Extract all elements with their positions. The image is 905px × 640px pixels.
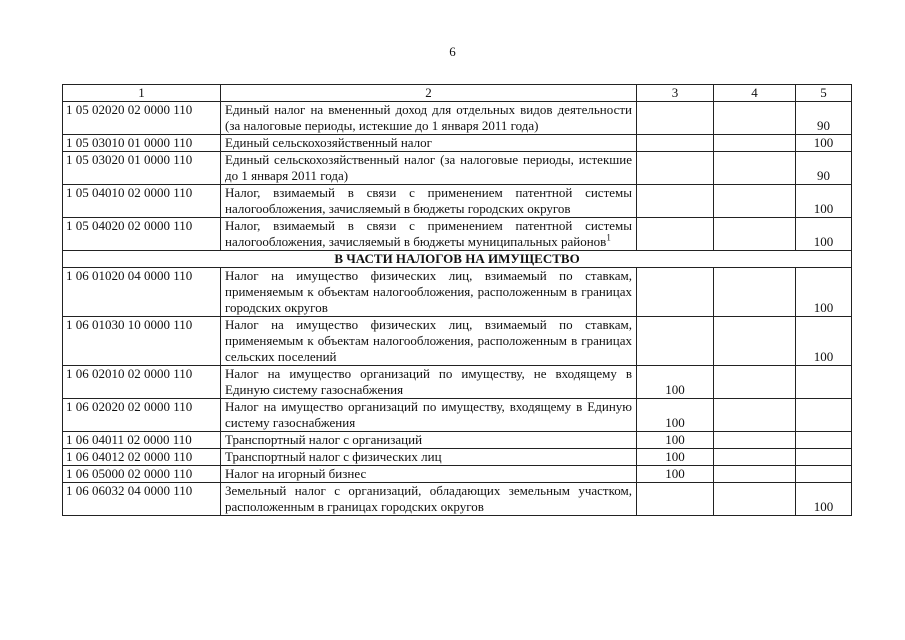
budget-code-cell: 1 06 01020 04 0000 110 — [63, 268, 221, 317]
table-header-row — [63, 85, 852, 102]
table-row — [63, 449, 852, 466]
share-col3-cell — [637, 185, 714, 218]
revenue-name-text: Налог на имущество физических лиц, взимаемый по ставкам, применяемым к объектам налогообложения, расположенным в границах сельских поселений — [225, 317, 632, 364]
share-col3-cell — [637, 317, 714, 366]
revenue-name-cell — [221, 185, 637, 218]
revenue-name-cell — [221, 102, 637, 135]
section-heading-row — [63, 251, 852, 268]
budget-code-cell: 1 05 03020 01 0000 110 — [63, 152, 221, 185]
header-cell: 3 — [637, 85, 714, 102]
table-row — [63, 317, 852, 366]
share-col5-cell: 100 — [796, 483, 852, 516]
share-col4-cell — [714, 102, 796, 135]
revenue-name-text: Налог на игорный бизнес — [225, 466, 367, 481]
share-col3-cell — [637, 218, 714, 251]
share-col5-cell: 100 — [796, 185, 852, 218]
revenue-name-cell — [221, 135, 637, 152]
share-col3-cell: 100 — [637, 432, 714, 449]
share-col5-cell — [796, 432, 852, 449]
share-col4-cell — [714, 466, 796, 483]
revenue-table — [62, 84, 852, 516]
share-col4-cell — [714, 317, 796, 366]
share-col5-cell: 100 — [796, 135, 852, 152]
budget-code-cell: 1 06 04012 02 0000 110 — [63, 449, 221, 466]
revenue-name-text: Земельный налог с организаций, обладающих земельным участком, расположенным в границах городских округов — [225, 483, 632, 514]
table-row — [63, 185, 852, 218]
table-row — [63, 152, 852, 185]
revenue-name-text: Налог на имущество организаций по имуществу, не входящему в Единую систему газоснабжения — [225, 366, 632, 397]
share-col4-cell — [714, 135, 796, 152]
revenue-name-text: Налог, взимаемый в связи с применением патентной системы налогообложения, зачисляемый в бюджеты городских округов — [225, 185, 632, 216]
share-col3-cell — [637, 102, 714, 135]
budget-code-cell: 1 06 05000 02 0000 110 — [63, 466, 221, 483]
revenue-name-cell — [221, 152, 637, 185]
share-col5-cell — [796, 399, 852, 432]
share-col3-cell: 100 — [637, 366, 714, 399]
share-col5-cell — [796, 449, 852, 466]
revenue-name-cell — [221, 449, 637, 466]
budget-code-cell: 1 05 04010 02 0000 110 — [63, 185, 221, 218]
share-col4-cell — [714, 399, 796, 432]
share-col3-cell: 100 — [637, 466, 714, 483]
revenue-name-cell — [221, 366, 637, 399]
table-row — [63, 432, 852, 449]
budget-code-cell: 1 06 02020 02 0000 110 — [63, 399, 221, 432]
footnote-marker: 1 — [606, 232, 611, 243]
table-row — [63, 135, 852, 152]
share-col5-cell: 90 — [796, 152, 852, 185]
revenue-name-text: Налог на имущество физических лиц, взимаемый по ставкам, применяемым к объектам налогообложения, расположенным в границах городских округов — [225, 268, 632, 315]
revenue-name-cell — [221, 218, 637, 251]
share-col5-cell: 100 — [796, 317, 852, 366]
section-heading: В ЧАСТИ НАЛОГОВ НА ИМУЩЕСТВО — [63, 251, 852, 268]
budget-code-cell: 1 06 04011 02 0000 110 — [63, 432, 221, 449]
revenue-name-text: Налог на имущество организаций по имуществу, входящему в Единую систему газоснабжения — [225, 399, 632, 430]
revenue-name-text: Единый налог на вмененный доход для отдельных видов деятельности (за налоговые периоды, истекшие до 1 января 2011 года) — [225, 102, 632, 133]
budget-code-cell: 1 05 03010 01 0000 110 — [63, 135, 221, 152]
budget-code-cell: 1 05 02020 02 0000 110 — [63, 102, 221, 135]
share-col3-cell: 100 — [637, 449, 714, 466]
revenue-name-text: Транспортный налог с физических лиц — [225, 449, 442, 464]
revenue-name-text: Единый сельскохозяйственный налог (за налоговые периоды, истекшие до 1 января 2011 года) — [225, 152, 632, 183]
revenue-name-cell — [221, 399, 637, 432]
share-col4-cell — [714, 449, 796, 466]
page-number: 6 — [449, 44, 456, 59]
share-col5-cell — [796, 366, 852, 399]
revenue-name-cell — [221, 432, 637, 449]
share-col5-cell: 100 — [796, 218, 852, 251]
share-col4-cell — [714, 366, 796, 399]
share-col5-cell: 100 — [796, 268, 852, 317]
share-col3-cell — [637, 268, 714, 317]
revenue-name-cell — [221, 466, 637, 483]
share-col4-cell — [714, 152, 796, 185]
revenue-name-cell — [221, 268, 637, 317]
table-row — [63, 399, 852, 432]
share-col4-cell — [714, 185, 796, 218]
share-col5-cell: 90 — [796, 102, 852, 135]
revenue-table-body — [63, 85, 852, 516]
table-row — [63, 102, 852, 135]
budget-code-cell: 1 06 01030 10 0000 110 — [63, 317, 221, 366]
share-col4-cell — [714, 483, 796, 516]
table-row — [63, 466, 852, 483]
header-cell: 4 — [714, 85, 796, 102]
share-col3-cell — [637, 483, 714, 516]
share-col4-cell — [714, 268, 796, 317]
share-col4-cell — [714, 218, 796, 251]
table-row — [63, 218, 852, 251]
revenue-name-cell — [221, 483, 637, 516]
share-col3-cell: 100 — [637, 399, 714, 432]
revenue-name-cell — [221, 317, 637, 366]
budget-code-cell: 1 06 02010 02 0000 110 — [63, 366, 221, 399]
table-row — [63, 268, 852, 317]
budget-code-cell: 1 05 04020 02 0000 110 — [63, 218, 221, 251]
revenue-name-text: Налог, взимаемый в связи с применением патентной системы налогообложения, зачисляемый в бюджеты муниципальных районов — [225, 218, 632, 249]
share-col3-cell — [637, 135, 714, 152]
share-col4-cell — [714, 432, 796, 449]
share-col5-cell — [796, 466, 852, 483]
revenue-name-text: Единый сельскохозяйственный налог — [225, 135, 433, 150]
header-cell: 1 — [63, 85, 221, 102]
share-col3-cell — [637, 152, 714, 185]
revenue-name-text: Транспортный налог с организаций — [225, 432, 423, 447]
header-cell: 5 — [796, 85, 852, 102]
budget-code-cell: 1 06 06032 04 0000 110 — [63, 483, 221, 516]
table-row — [63, 483, 852, 516]
table-row — [63, 366, 852, 399]
header-cell: 2 — [221, 85, 637, 102]
